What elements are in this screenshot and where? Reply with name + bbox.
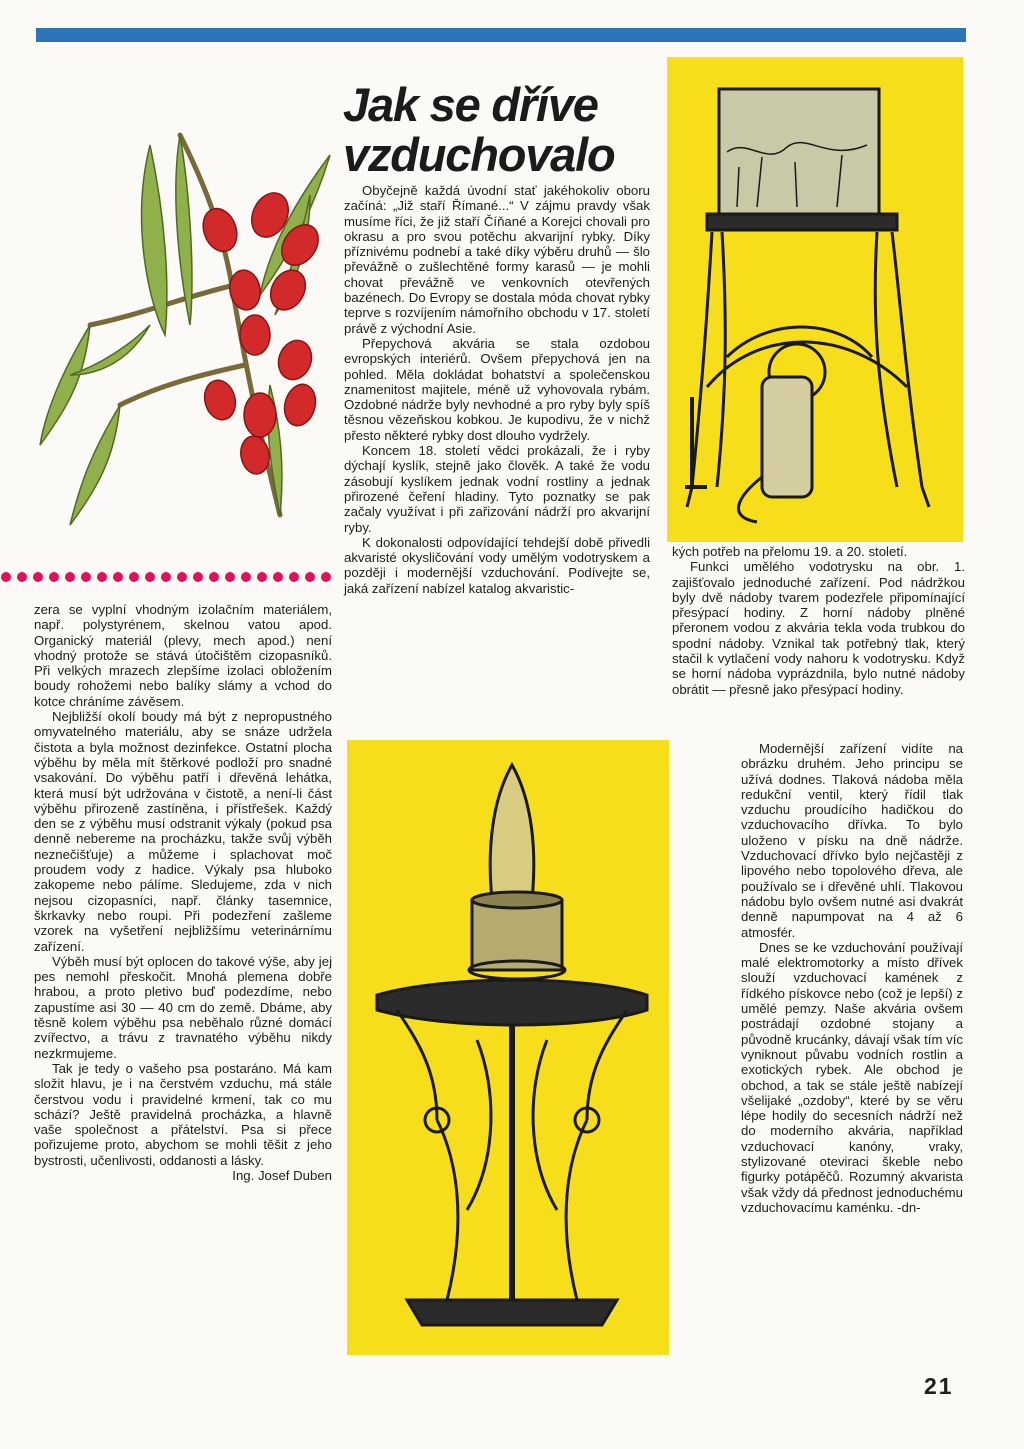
article-paragraph: Koncem 18. století vědci prokázali, že i ryby dýchají kyslík, stejně jako člověk. A také že vodu zásobují kyslíkem jednak vodní rostliny a jednak přirozené čeření hladiny. Tyto poznatky se pak začaly využívat i při zařizování nádrží pro akvarijní ryby. [344, 443, 650, 535]
left-paragraph: Nejbližší okolí boudy má být z nepropustného omyvatelného materiálu, aby se snáze udržela čistota a byla možnost dezinfekce. Ostatní plocha výběhu by měla mít štěrkové podloží pro snadné vsakování. Do výběhu patří i dřevěná lehátka, která musí být udržována v čistotě, a není-li část výběhu přirozeně zastíněna, i přístřešek. Každý den se z výběhu musí odstranit výkaly (pokud psa denně nebereme na procházku, takže svůj výběh neznečišťuje) a můžeme i splachovat moč proudem vody z hadice. Výkaly psa hluboko zakopeme nebo pálíme. Sledujeme, zda v nich nejsou cizopasníci, např. články tasemnice, škrkavky nebo roupi. Při podezření zašleme vzorek na vyšetření nejbližšímu veterinárnímu zařízení. [34, 709, 332, 954]
fountain-aquarium-illustration [347, 740, 669, 1355]
article-title: Jak se dříve vzduchovalo [343, 78, 615, 181]
left-paragraph: zera se vyplní vhodným izolačním materiálem, např. polystyrénem, skelnou vatou apod. Organický materiál (plevy, mech apod.) není vhodný protože se stává útočištěm cizopasníků. Při velkých mrazech zlepšíme izolaci obložením boudy rohožemi nebo balíky slámy a vchod do kotce chráníme závěsem. [34, 602, 332, 709]
article-paragraph: Dnes se ke vzduchování používají malé elektromotorky a místo dřívek slouží vzduchovací kamének z řídkého pískovce nebo (což je lepší) z umělé pemzy. Naše akvária ovšem postrádají ozdobné stojany a původně krucánky, dávají však tím víc vyniknout půvabu vodních rostlin a exotických rybek. Ale obchod je obchod, a tak se stále ještě nabízejí všelijaké „ozdoby“, které by se věru lépe hodily do secesních nádrží než do moderního akvária, například vzduchovací kanóny, vraky, stylizované oteviraci škeble nebo figurky potápěčů. Rozumný akvarista však vždy dá přednost jednoduchému vzduchovacímu kaménku. -dn- [741, 939, 963, 1215]
article-paragraph: Přepychová akvária se stala ozdobou evropských interiérů. Ovšem přepychová jen na pohled. Měla dokládat bohatství a společenskou znamenitost majitele, méně už vyhovovala rybám. Ozdobné nádrže byly nevhodné a pro ryby byly spíš těsnou vězeňskou kobkou. Je kupodivu, že v nichž přesto některé rybky dost dlouho vydržely. [344, 335, 650, 443]
article-paragraph: Modernější zařízení vidíte na obrázku druhém. Jeho principu se užívá dodnes. Tlaková nádoba měla redukční ventil, který řídil tlak vzduchu proudícího hadičkou do vzduchovacího dřívka. To bylo uloženo v písku na dně nádrže. Vzduchovací dřívko bylo nejčastěji z lipového nebo topolového dřeva, ale používalo se i dřevěné uhlí. Tlakovou nádobu bylo ovšem nutné asi dvakrát denně napumpovat na 4 až 6 atmosfér. [741, 741, 963, 940]
article-paragraph: Obyčejně každá úvodní stať jakéhokoliv oboru začíná: „Již staří Římané...“ V zájmu pravdy však musíme říci, že již staří Číňané a Korejci chovali pro okrasu a pro svou potěchu akvarijní rybky. Díky příznivému podnebí a také díky výběru druhů — šlo převážně o zušlechtěné formy karasů — je mohli chovat převážně ve venkovních otevřených bazénech. Do Evropy se dostala móda chovat rybky teprve s rozvíjením námořního obchodu v 17. století právě z východní Asie. [344, 183, 650, 336]
page-number: 21 [924, 1373, 954, 1399]
left-paragraph: Výběh musí být oplocen do takové výše, aby jej pes nemohl přeskočit. Mnohá plemena dobře hrabou, a proto pletivo buď podezdíme, nebo zapustíme asi 30 — 40 cm do země. Dbáme, aby těsně kolem výběhu psa neběhalo různé domácí zvířectvo, a trávu z travnatého výběhu nikdy nezkrmujeme. [34, 953, 332, 1061]
top-color-bar [36, 28, 966, 42]
right-bottom-text [741, 741, 963, 1215]
left-paragraph: Tak je tedy o vašeho psa postaráno. Má kam složit hlavu, je i na čerstvém vzduchu, má stále čerstvou vodu i pravidelné krmení, tak co mu schází? Ještě pravidelná procházka, a hlavně vaše společnost a přátelství. Psa si přece pořizujeme proto, abychom se mohli těšit z jeho bystrosti, učenlivosti, oddanosti a lásky. [34, 1060, 332, 1168]
fountain-aquarium-illustration-panel [347, 740, 669, 1355]
decorative-dot-row [0, 567, 335, 587]
article-paragraph: Funkci umělého vodotrysku na obr. 1. zajišťovalo jednoduché zařízení. Pod nádržkou byly dvě nádoby tvarem podezřele připomínající přesýpací hodiny. Z horní nádoby plněné přeronem vodou z akvária tekla voda trubkou do spodní nádoby. Vznikal tak potřebný tlak, který stačil k vytlačení vody nahoru k vodotrysku. Když se horní nádoba vyprázdnila, bylo nutné nádoby obrátit — přesně jako přesýpací hodiny. [672, 559, 965, 697]
right-top-text [672, 544, 965, 697]
middle-column-text [344, 183, 650, 596]
article-paragraph: kých potřeb na přelomu 19. a 20. století. [672, 544, 908, 559]
aquarium-stand-illustration [667, 57, 963, 542]
left-column-text [34, 602, 332, 1183]
article-paragraph: K dokonalosti odpovídající tehdejší době přivedli akvaristé okysličování vody umělým vodotryskem a později i modernější vzduchování. Podívejte se, jaká zařízení nabízel katalog akvaristic- [344, 534, 650, 596]
berry-branch-illustration [30, 75, 335, 545]
author-signature: Ing. Josef Duben [232, 1167, 332, 1183]
aquarium-stand-illustration-panel [667, 57, 963, 542]
